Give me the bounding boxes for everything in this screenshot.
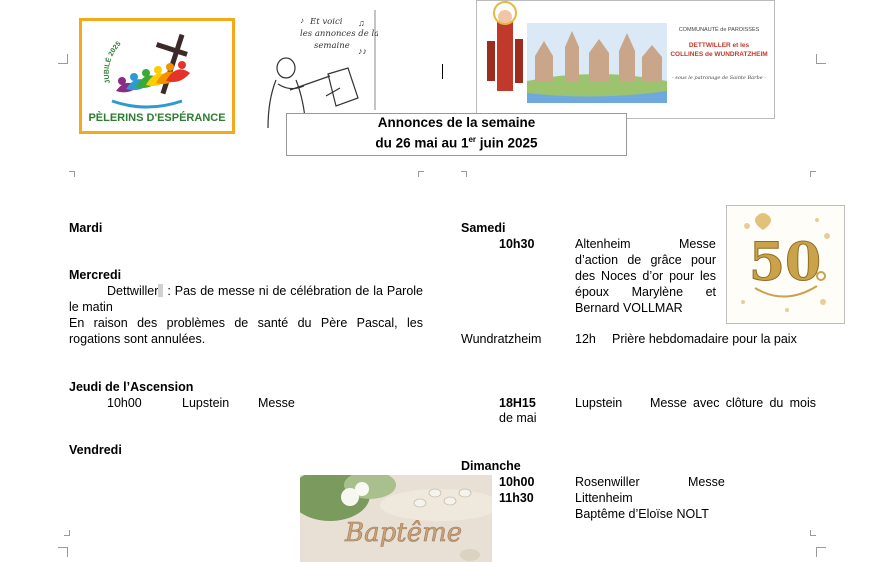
svg-text:♫: ♫ <box>358 18 365 28</box>
sam3-place: Lupstein <box>575 396 623 410</box>
dim2-time: 11h30 <box>499 491 534 505</box>
column-mark <box>810 530 816 536</box>
date-range: du 26 mai au 1er juin 2025 <box>375 135 538 151</box>
title-box <box>286 113 627 156</box>
parish-banner <box>476 0 775 119</box>
mercredi-note: En raison des problèmes de santé du Père Pascal, les rogations sont annulées. <box>69 316 423 346</box>
dim2-event: Baptême d’Eloïse NOLT <box>575 507 709 521</box>
sam2-place: Wundratzheim <box>461 332 542 346</box>
crop-mark <box>58 54 68 64</box>
day-mercredi: Mercredi <box>69 268 122 282</box>
page-title: Annonces de la semaine <box>377 115 536 130</box>
day-vendredi: Vendredi <box>69 443 122 457</box>
priest-caption-3: semaine <box>314 41 350 51</box>
saint-barbe-icon <box>487 2 523 91</box>
jubile-bottom-text: PÈLERINS D'ESPÉRANCE <box>88 112 226 124</box>
bapteme-image <box>300 475 492 562</box>
parish-line3: COLLINES de WUNDRATZHEIM <box>670 51 768 58</box>
sam3-continued: de mai <box>499 411 537 425</box>
sam1-place: Altenheim <box>575 237 631 251</box>
parish-line1: COMMUNAUTÉ de PAROISSES <box>678 27 760 33</box>
parish-line4: - sous le patronage de Sainte Barbe - <box>672 75 766 81</box>
sam2-event: Prière hebdomadaire pour la paix <box>612 332 797 346</box>
bapteme-word: Baptême <box>345 518 463 548</box>
sam2-time: 12h <box>575 332 596 346</box>
sam1-event: Messe <box>679 237 716 251</box>
dim1-place: Rosenwiller <box>575 475 640 489</box>
jubile-logo <box>79 18 235 134</box>
svg-text:♪: ♪ <box>300 16 304 25</box>
dim2-place: Littenheim <box>575 491 633 505</box>
day-dimanche: Dimanche <box>461 459 521 473</box>
day-jeudi: Jeudi de l’Ascension <box>69 380 194 394</box>
svg-text:♪♪: ♪♪ <box>358 46 367 56</box>
heart-icon <box>755 213 771 230</box>
sam1-time: 10h30 <box>499 237 535 251</box>
announcer-illustration <box>262 10 378 130</box>
svg-text:JUBILÉ 2025 <box>103 40 122 84</box>
dim1-time: 10h00 <box>499 475 535 489</box>
crop-mark <box>58 547 68 557</box>
column-mark <box>810 171 816 177</box>
jeudi-event: Messe <box>258 396 295 410</box>
column-mark <box>69 171 75 177</box>
mercredi-text: Dettwiller : Pas de messe ni de célébration de la Parole le matin <box>69 284 423 314</box>
crop-mark <box>816 547 826 557</box>
dim1-event: Messe <box>688 475 725 489</box>
sam3-time: 18H15 <box>499 396 536 410</box>
sam3-event: Messe avec clôture du mois <box>650 396 816 410</box>
day-mardi: Mardi <box>69 221 103 235</box>
column-mark <box>64 530 70 536</box>
badge-50: 50 <box>748 232 822 293</box>
column-mark <box>418 171 424 177</box>
jeudi-place: Lupstein <box>182 396 230 410</box>
parish-line2: DETTWILLER et les <box>688 42 750 49</box>
priest-caption-1: Et voici <box>310 17 343 27</box>
priest-caption-2: les annonces de la <box>300 29 378 39</box>
jubile-arc-text: JUBILÉ 2025 <box>103 40 123 85</box>
day-samedi: Samedi <box>461 221 506 235</box>
sam1-desc: d’action de grâce pour des Noces d’or pour les époux Marylène et Bernard VOLLMAR <box>575 253 716 315</box>
jeudi-time: 10h00 <box>107 396 142 410</box>
pilgrims-icon <box>112 61 190 107</box>
noces-or-50-image <box>726 205 845 324</box>
column-mark <box>461 171 467 177</box>
crop-mark <box>816 54 826 64</box>
text-cursor <box>442 64 443 79</box>
